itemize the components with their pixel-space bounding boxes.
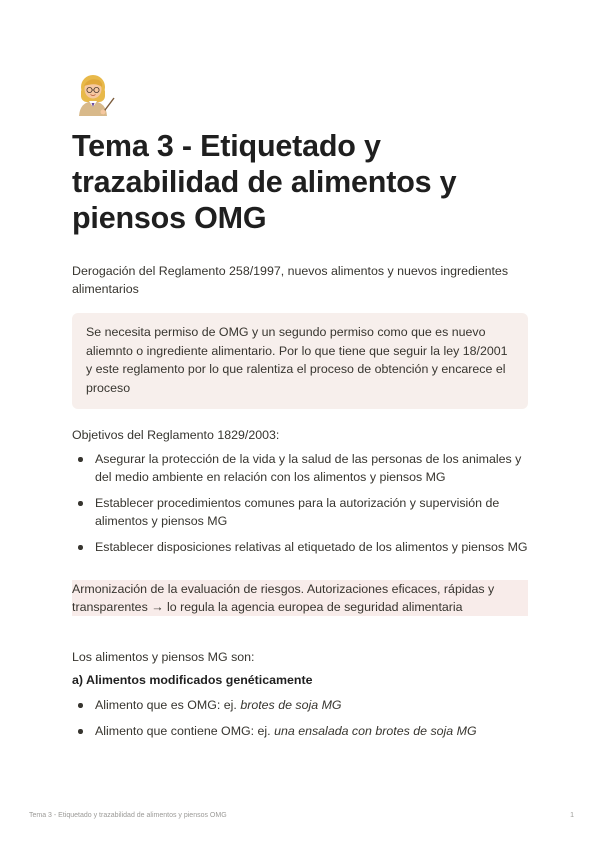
item-prefix: Alimento que contiene OMG: ej.	[95, 724, 275, 738]
list-item: Establecer disposiciones relativas al etiquetado de los alimentos y piensos MG	[72, 538, 528, 556]
item-example: una ensalada con brotes de soja MG	[274, 724, 477, 738]
callout-text: Se necesita permiso de OMG y un segundo permiso como que es nuevo aliemnto o ingrediente alimentario. Por lo que tiene que seguir la ley 18/2001 y este reglamento por lo que ralentiza el proceso de obtención y encarece el proceso	[86, 325, 508, 395]
objectives-heading: Objetivos del Reglamento 1829/2003:	[72, 428, 280, 442]
woman-teacher-emoji-icon	[72, 72, 116, 118]
section-a-title: a) Alimentos modificados genéticamente	[72, 673, 313, 687]
intro-paragraph: Derogación del Reglamento 258/1997, nuevos alimentos y nuevos ingredientes alimentarios	[72, 264, 509, 296]
page-title: Tema 3 - Etiquetado y trazabilidad de alimentos y piensos OMG	[72, 129, 457, 235]
list-item: Asegurar la protección de la vida y la salud de las personas de los animales y del medio ambiente en relación con los alimentos y piensos MG	[72, 450, 528, 486]
foods-heading: Los alimentos y piensos MG son:	[72, 650, 255, 664]
page-number: 1	[570, 812, 574, 819]
item-example: brotes de soja MG	[240, 698, 342, 712]
highlight-text: Armonización de la evaluación de riesgos. Autorizaciones eficaces, rápidas y transparentes → lo regula la agencia europea de seguridad alimentaria	[72, 582, 495, 614]
footer-title: Tema 3 - Etiquetado y trazabilidad de alimentos y piensos OMG	[29, 812, 227, 819]
list-item: Establecer procedimientos comunes para la autorización y supervisión de alimentos y piensos MG	[72, 494, 528, 530]
objectives-list	[72, 450, 528, 556]
list-item	[72, 696, 528, 714]
callout-box	[72, 313, 528, 409]
list-item	[72, 722, 528, 740]
page-footer	[29, 812, 574, 819]
highlighted-paragraph	[72, 580, 528, 616]
item-prefix: Alimento que es OMG: ej.	[95, 698, 241, 712]
section-a-list	[72, 696, 528, 740]
